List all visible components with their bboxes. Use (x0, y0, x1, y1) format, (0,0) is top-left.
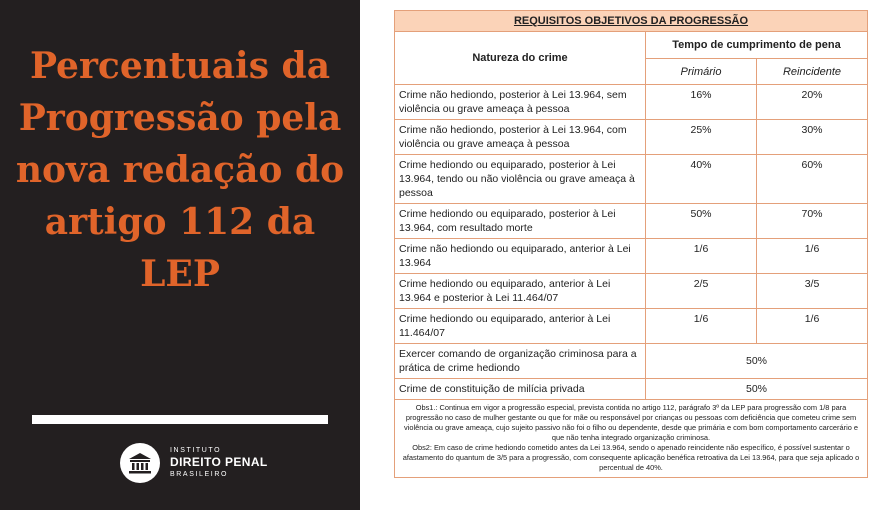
row-primario: 2/5 (646, 274, 757, 308)
header-natureza: Natureza do crime (395, 32, 646, 84)
row-natureza: Crime não hediondo ou equiparado, anterior à Lei 13.964 (395, 239, 646, 273)
row-natureza: Crime não hediondo, posterior à Lei 13.964, sem violência ou grave ameaça à pessoa (395, 85, 646, 119)
row-natureza: Crime não hediondo, posterior à Lei 13.964, com violência ou grave ameaça à pessoa (395, 120, 646, 154)
table-row (395, 85, 867, 120)
row-natureza: Crime hediondo ou equiparado, anterior à Lei 13.964 e posterior à Lei 11.464/07 (395, 274, 646, 308)
divider (32, 415, 328, 424)
row-reincidente: 20% (801, 89, 823, 101)
obs1-note: Obs1.: Continua em vigor a progressão especial, prevista contida no artigo 112, parágrafo 3º da LEP para progressão com 1/8 para progressão no caso de mulher gestante ou que for mãe ou responsável por crianças ou pessoas com deficiência que cometeu crime sem violência ou grave ameaça, cujo sujeito passivo não foi o filho ou dependente, desde que primária e com bom comportamento carcerário e que não tenha integrado organização criminosa. (404, 403, 858, 442)
row-primario: 50% (646, 204, 757, 238)
row-reincidente: 30% (801, 124, 823, 136)
headline: Percentuais da Progressão pela nova redação do artigo 112 da LEP (15, 45, 345, 295)
table-row (395, 309, 867, 344)
row-primario: 40% (646, 155, 757, 203)
header-primario: Primário (646, 59, 757, 84)
row-percentual: 50% (745, 355, 767, 367)
left-panel (0, 0, 360, 510)
logo-badge (120, 443, 160, 483)
row-reincidente: 70% (801, 208, 823, 220)
right-panel (360, 0, 874, 510)
table-notes (395, 400, 867, 477)
courthouse-icon (128, 452, 152, 474)
progression-table (394, 10, 868, 478)
row-primario: 16% (646, 85, 757, 119)
table-row (395, 274, 867, 309)
brand-text (170, 446, 268, 479)
row-reincidente: 60% (801, 159, 823, 171)
row-primario: 25% (646, 120, 757, 154)
header-subcolumns (646, 59, 867, 84)
obs2-note: Obs2: Em caso de crime hediondo cometido antes da Lei 13.964, sendo o apenado reincidente não específico, é possível sustentar o afastamento do quantum de 3/5 para a progressão, com consequente aplicação benéfica retroativa da Lei 13.964, para que seja aplicado o percentual de 40%. (402, 443, 860, 472)
row-reincidente: 1/6 (804, 243, 820, 255)
row-reincidente: 1/6 (804, 313, 820, 325)
table-title: REQUISITOS OBJETIVOS DA PROGRESSÃO (395, 11, 867, 32)
brand-line-3: BRASILEIRO (170, 471, 229, 478)
table-row (395, 204, 867, 239)
table-header (395, 32, 867, 85)
row-primario: 1/6 (646, 239, 757, 273)
table-row (395, 379, 867, 400)
row-primario: 1/6 (646, 309, 757, 343)
row-natureza: Exercer comando de organização criminosa para a prática de crime hediondo (395, 344, 646, 378)
row-natureza: Crime hediondo ou equiparado, anterior à Lei 11.464/07 (395, 309, 646, 343)
header-right (646, 32, 867, 84)
table-row (395, 120, 867, 155)
row-percentual: 50% (745, 383, 767, 395)
brand-line-2: DIREITO PENAL (170, 455, 268, 469)
row-natureza: Crime hediondo ou equiparado, posterior à Lei 13.964, com resultado morte (395, 204, 646, 238)
table-row (395, 239, 867, 274)
row-natureza: Crime hediondo ou equiparado, posterior à Lei 13.964, tendo ou não violência ou grave ameaça à pessoa (395, 155, 646, 203)
header-tempo: Tempo de cumprimento de pena (646, 32, 867, 59)
row-reincidente: 3/5 (804, 278, 820, 290)
brand-line-1: INSTITUTO (170, 447, 222, 454)
table-row (395, 155, 867, 204)
row-natureza: Crime de constituição de milícia privada (395, 379, 646, 399)
header-reincidente: Reincidente (782, 65, 842, 78)
table-row (395, 344, 867, 379)
